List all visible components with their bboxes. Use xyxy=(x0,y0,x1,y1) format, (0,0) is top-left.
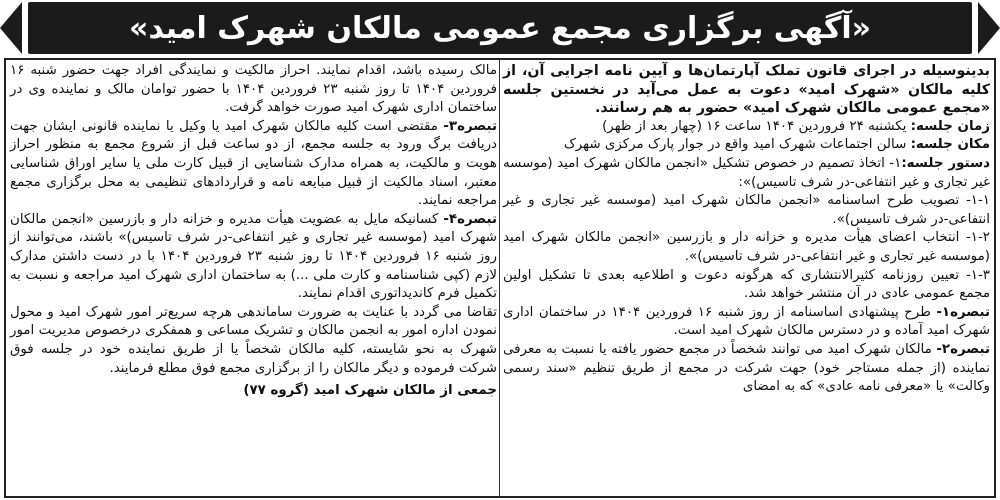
left-column xyxy=(10,62,497,401)
announcement-title: «آگهی برگزاری مجمع عمومی مالکان شهرک امید» xyxy=(128,10,872,46)
agenda-item-1-1: ۱-۱- تصویب طرح اساسنامه «انجمن مالکان شهرک امید (موسسه غیر تجاری و غیر انتفاعی-در شرف تاسیس)». xyxy=(503,193,990,227)
note-3-text: مقتضی است کلیه مالکان شهرک امید یا وکیل یا نماینده قانونی ایشان جهت دریافت برگ ورود به جلسه مجمع، از دو ساعت قبل از شروع مجمع به منظور احراز هویت و مالکیت، به همراه مدارک شناسایی از قبیل کارت ملی یا سایر اوراق شناسایی معتبر، اسناد مالکیت از قبیل مبایعه نامه و قراردادهای تنظیمی به محل برگزاری مجمع مراجعه نمایند. xyxy=(10,118,497,209)
note-2-continuation: مالک رسیده باشد، اقدام نمایند. احراز مالکیت و نمایندگی افراد جهت حضور شنبه ۱۶ فروردین ۱۴۰۴ تا روز شنبه ۲۳ فروردین ۱۴۰۴ با حضور توامان مالک و نماینده وی در ساختمان اداری شهرک امید صورت خواهد گرفت. xyxy=(10,63,497,116)
column-divider xyxy=(499,60,500,498)
time-label: زمان جلسه: xyxy=(910,118,990,134)
agenda-1-text: ۱- اتخاذ تصمیم در خصوص تشکیل «انجمن مالکان شهرک امید (موسسه غیر تجاری و غیر انتفاعی-در شرف تاسیس)»: xyxy=(503,155,990,190)
note-1-label: تبصره۱- xyxy=(936,304,990,320)
place-text: سالن اجتماعات شهرک امید واقع در جوار پارک مرکزی شهرک xyxy=(563,137,911,153)
intro-paragraph: بدینوسیله در اجرای قانون تملک آپارتمان‌ها و آیین نامه اجرایی آن، از کلیه مالکان «شهرک امید» دعوت به عمل می‌آید در نخستین جلسه «مجمع عمومی مالکان شهرک امید» حضور به هم رسانند. xyxy=(503,63,990,117)
agenda-item-1-3: ۱-۳- تعیین روزنامه کثیرالانتشاری که هرگونه دعوت و اطلاعیه بعدی تا تشکیل اولین مجمع عمومی عادی در آن منتشر خواهد شد. xyxy=(503,267,990,302)
agenda-item-1 xyxy=(503,155,990,192)
note-3-label: تبصره۳- xyxy=(443,118,497,134)
title-corner-right xyxy=(978,2,1000,54)
note-4-text: کسانیکه مایل به عضویت هیأت مدیره و خزانه دار و بازرسین «انجمن مالکان شهرک امید (موسسه غیر تجاری و غیر انتفاعی-در شرف تاسیس)» باشند، می‌توانند از روز شنبه ۱۶ فروردین ۱۴۰۴ تا روز شنبه ۲۳ فروردین ۱۴۰۴ با در دست داشتن مدارک لازم (کپی شناسنامه و کارت ملی ...) به ساختمان اداری شهرک امید مراجعه و نسبت به تکمیل فرم کاندیداتوری اقدام نمایند. xyxy=(10,211,497,302)
signature: جمعی از مالکان شهرک امید (گروه ۷۷) xyxy=(243,383,497,399)
closing-paragraph: تقاضا می گردد با عنایت به ضرورت ساماندهی هرچه سریع‌تر امور شهرک امید و محول نمودن اداره امور به انجمن مالکان و تشریک مساعی و همفکری درخصوص مدیریت امور شهرک به نحو شایسته، کلیه مالکان شخصاً یا از طریق نماینده خود در جلسه فوق شرکت فرموده و دیگر مالکان را از برگزاری مجمع فوق مطلع فرمایند. xyxy=(10,304,497,376)
note-2-label: تبصره۲- xyxy=(936,341,990,357)
title-banner xyxy=(28,2,972,54)
place-label: مکان جلسه: xyxy=(910,137,990,153)
title-corner-left xyxy=(0,2,22,54)
agenda-item-1-2: ۱-۲- انتخاب اعضای هیأت مدیره و خزانه دار و بازرسین «انجمن مالکان شهرک امید (موسسه غیر تجاری و غیر انتفاعی-در شرف تاسیس)». xyxy=(503,230,990,264)
title-bar xyxy=(0,0,1000,57)
note-2 xyxy=(503,341,990,397)
meeting-place xyxy=(503,136,990,155)
time-text: یکشنبه ۲۴ فروردین ۱۴۰۴ ساعت ۱۶ (چهار بعد از ظهر) xyxy=(602,118,911,134)
note-2-text: مالکان شهرک امید می توانند شخصاً در مجمع حضور یافته یا نسبت به معرفی نماینده (از جمله مستاجر خود) جهت شرکت در مجمع از طریق تنظیم «سند رسمی وکالت» یا «معرفی نامه عادی» که به امضای xyxy=(503,341,990,395)
note-3 xyxy=(10,118,497,211)
meeting-time xyxy=(503,118,990,137)
right-column xyxy=(503,62,990,397)
note-1-text: طرح پیشنهادی اساسنامه از روز شنبه ۱۶ فروردین ۱۴۰۴ در ساختمان اداری شهرک امید آماده و در دسترس مالکان شهرک امید است. xyxy=(503,304,990,339)
agenda-label: دستور جلسه: xyxy=(901,155,990,171)
note-4 xyxy=(10,211,497,304)
note-1 xyxy=(503,304,990,341)
note-4-label: تبصره۴- xyxy=(443,211,497,227)
